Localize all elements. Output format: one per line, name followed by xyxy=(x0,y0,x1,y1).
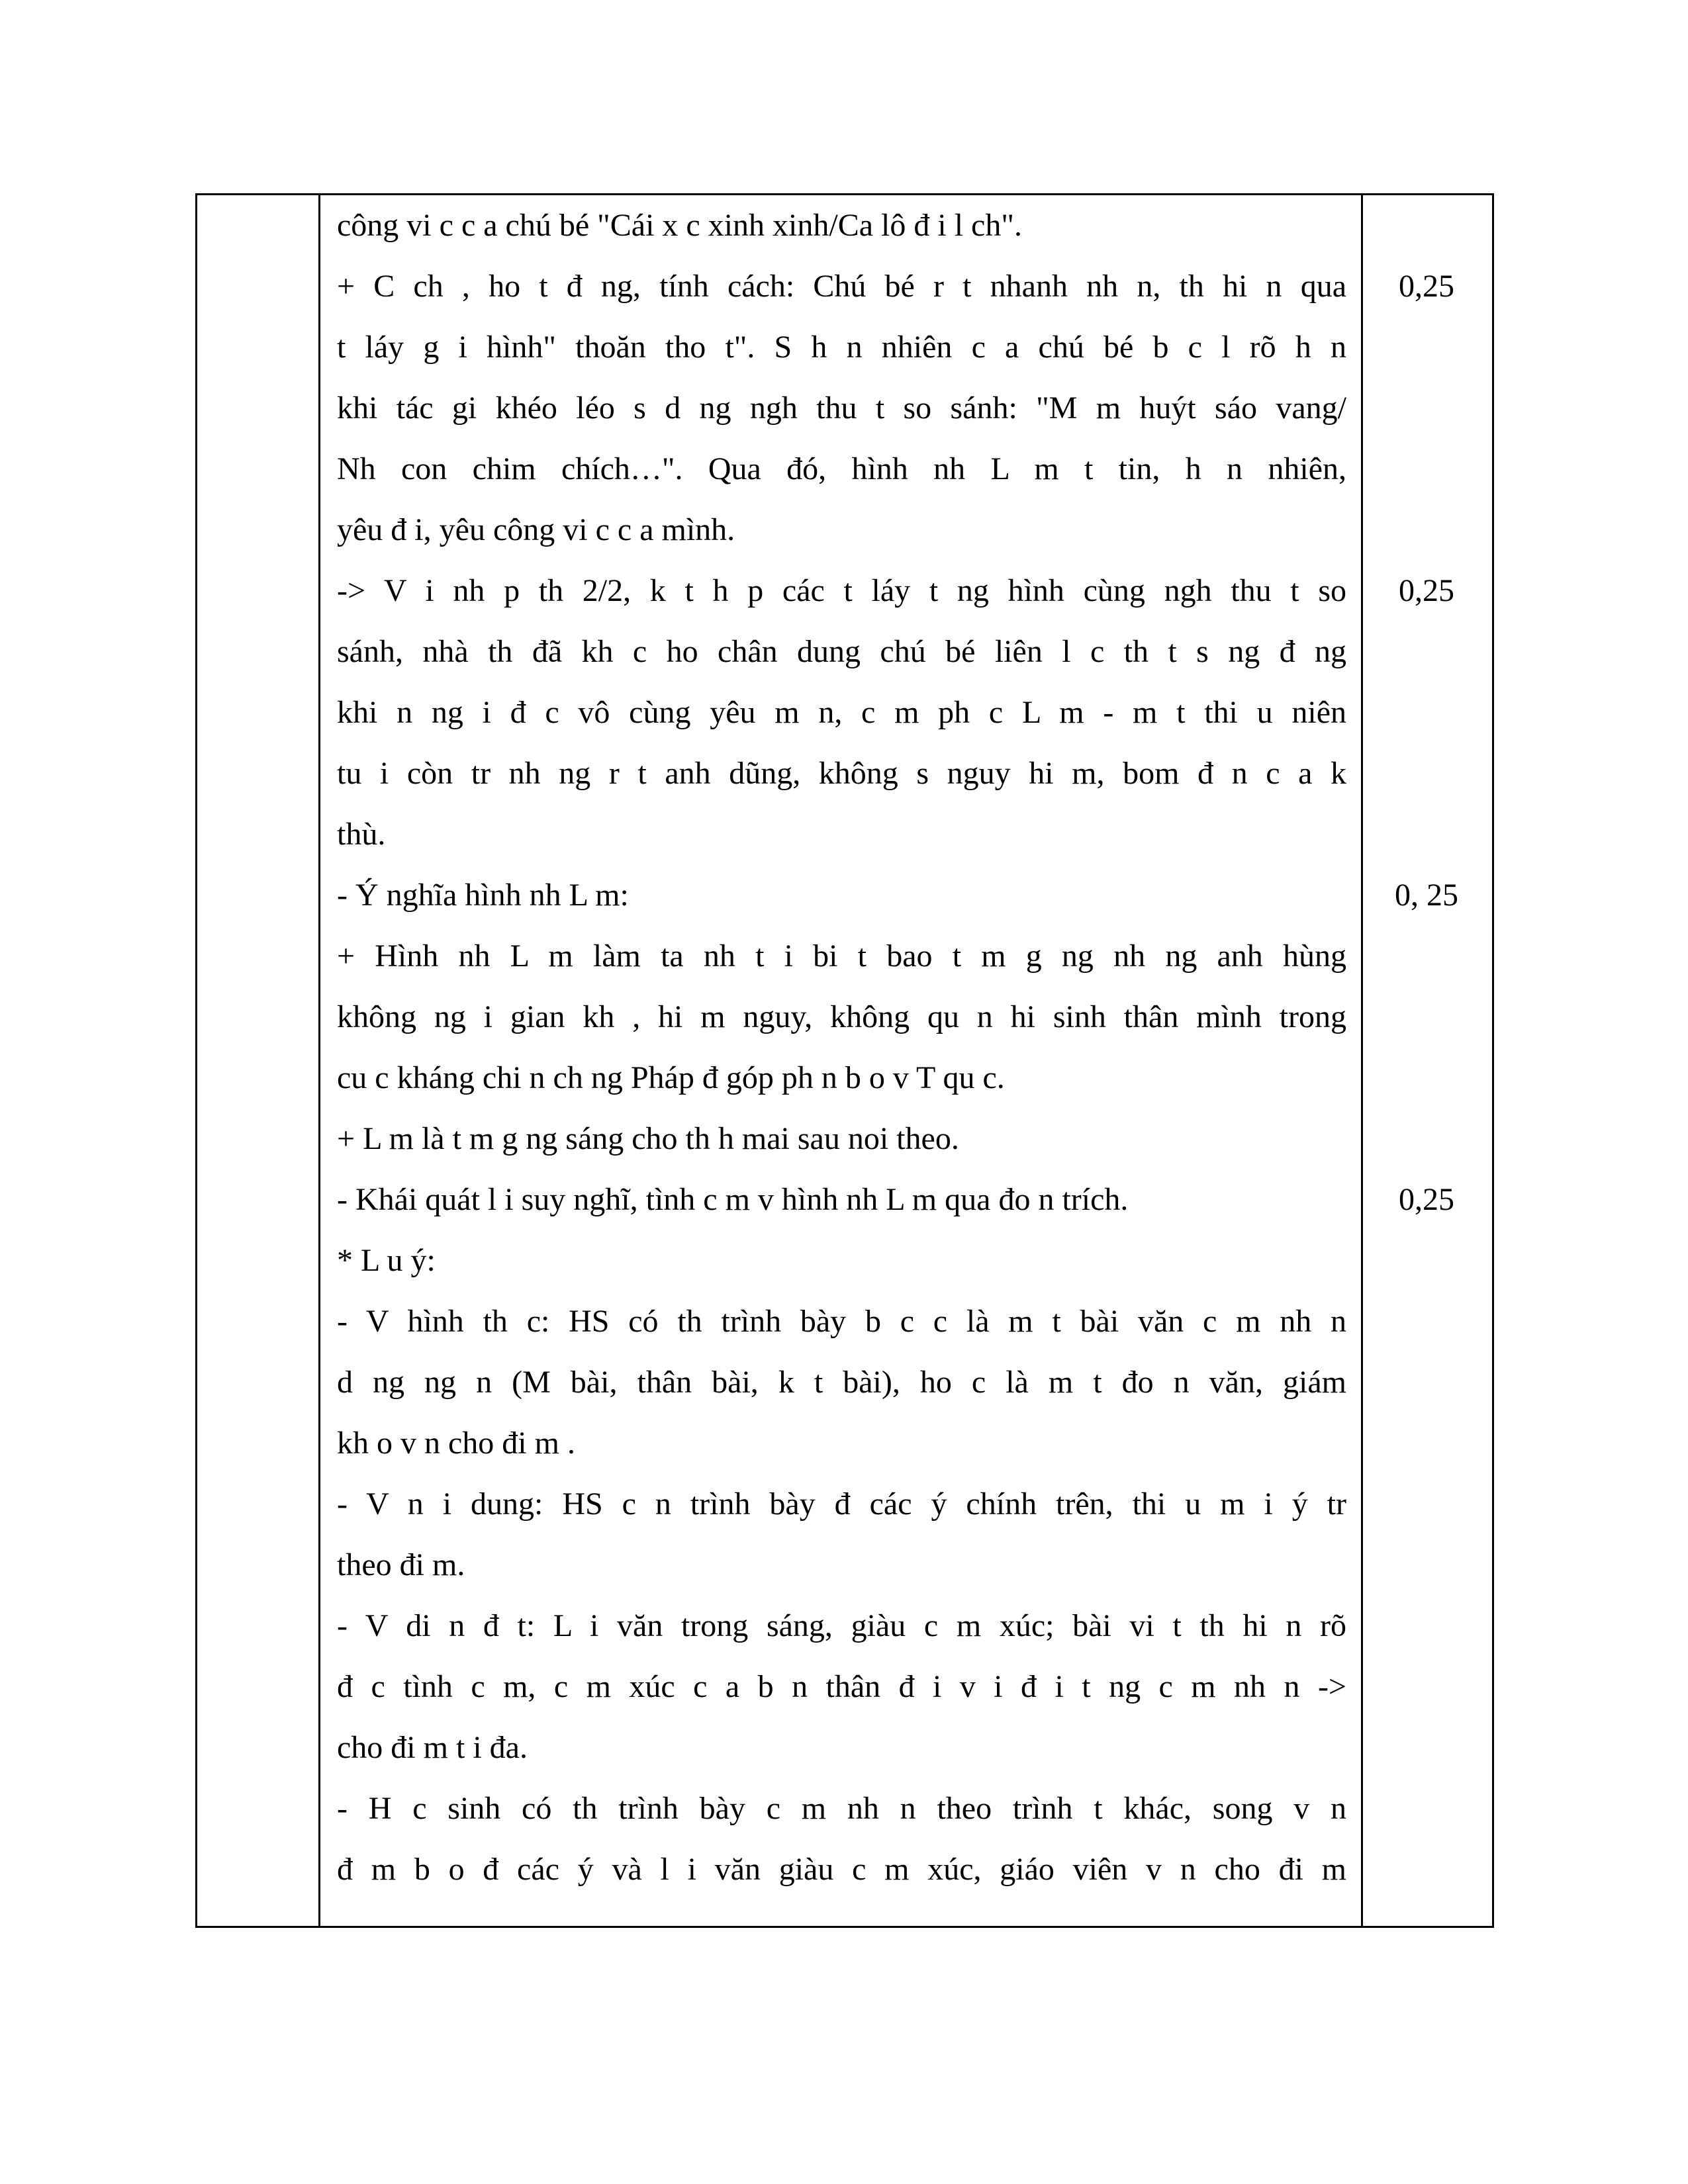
text-line: -> V i nh p th 2/2, k t h p các t láy t ng hình cùng ngh thu t so xyxy=(337,573,1346,608)
text-line: + L m là t m g ng sáng cho th h mai sau noi theo. xyxy=(337,1121,959,1156)
score-value: 0,25 xyxy=(1399,573,1454,608)
text-line: yêu đ i, yêu công vi c c a mình. xyxy=(337,512,735,547)
text-line: khi n ng i đ c vô cùng yêu m n, c m ph c L m - m t thi u niên xyxy=(337,695,1346,730)
text-line: - Ý nghĩa hình nh L m: xyxy=(337,878,629,913)
column-divider-left xyxy=(318,195,320,1926)
score-value: 0,25 xyxy=(1399,269,1454,304)
text-line: - Khái quát l i suy nghĩ, tình c m v hình nh L m qua đo n trích. xyxy=(337,1182,1129,1217)
text-line: cho đi m t i đa. xyxy=(337,1730,528,1765)
text-line: đ m b o đ các ý và l i văn giàu c m xúc, giáo viên v n cho đi m xyxy=(337,1852,1346,1887)
text-line: sánh, nhà th đã kh c ho chân dung chú bé liên l c th t s ng đ ng xyxy=(337,634,1346,669)
text-line: theo đi m. xyxy=(337,1547,465,1582)
text-line: Nh con chim chích…". Qua đó, hình nh L m t tin, h n nhiên, xyxy=(337,451,1346,486)
text-line: - V n i dung: HS c n trình bày đ các ý chính trên, thi u m i ý tr xyxy=(337,1486,1346,1522)
text-line: đ c tình c m, c m xúc c a b n thân đ i v i đ i t ng c m nh n -> xyxy=(337,1669,1346,1704)
text-line: + C ch , ho t đ ng, tính cách: Chú bé r t nhanh nh n, th hi n qua xyxy=(337,269,1346,304)
column-divider-right xyxy=(1361,195,1363,1926)
text-line: - H c sinh có th trình bày c m nh n theo trình t khác, song v n xyxy=(337,1791,1346,1826)
text-line: khi tác gi khéo léo s d ng ngh thu t so sánh: "M m huýt sáo vang/ xyxy=(337,390,1346,426)
text-line: d ng ng n (M bài, thân bài, k t bài), ho c là m t đo n văn, giám xyxy=(337,1365,1346,1400)
text-line: công vi c c a chú bé "Cái x c xinh xinh/Ca lô đ i l ch". xyxy=(337,208,1022,243)
text-line: thù. xyxy=(337,817,386,852)
text-line: tu i còn tr nh ng r t anh dũng, không s nguy hi m, bom đ n c a k xyxy=(337,756,1346,791)
text-line: t láy g i hình" thoăn tho t". S h n nhiên c a chú bé b c l rõ h n xyxy=(337,330,1346,365)
text-line: * L u ý: xyxy=(337,1243,436,1278)
text-line: - V hình th c: HS có th trình bày b c c là m t bài văn c m nh n xyxy=(337,1304,1346,1339)
text-line: - V di n đ t: L i văn trong sáng, giàu c m xúc; bài vi t th hi n rõ xyxy=(337,1608,1346,1643)
text-line: + Hình nh L m làm ta nh t i bi t bao t m g ng nh ng anh hùng xyxy=(337,938,1346,974)
text-line: kh o v n cho đi m . xyxy=(337,1426,575,1461)
score-value: 0, 25 xyxy=(1395,878,1458,913)
text-line: không ng i gian kh , hi m nguy, không qu n hi sinh thân mình trong xyxy=(337,999,1346,1034)
text-line: cu c kháng chi n ch ng Pháp đ góp ph n b o v T qu c. xyxy=(337,1060,1005,1095)
score-value: 0,25 xyxy=(1399,1182,1454,1217)
